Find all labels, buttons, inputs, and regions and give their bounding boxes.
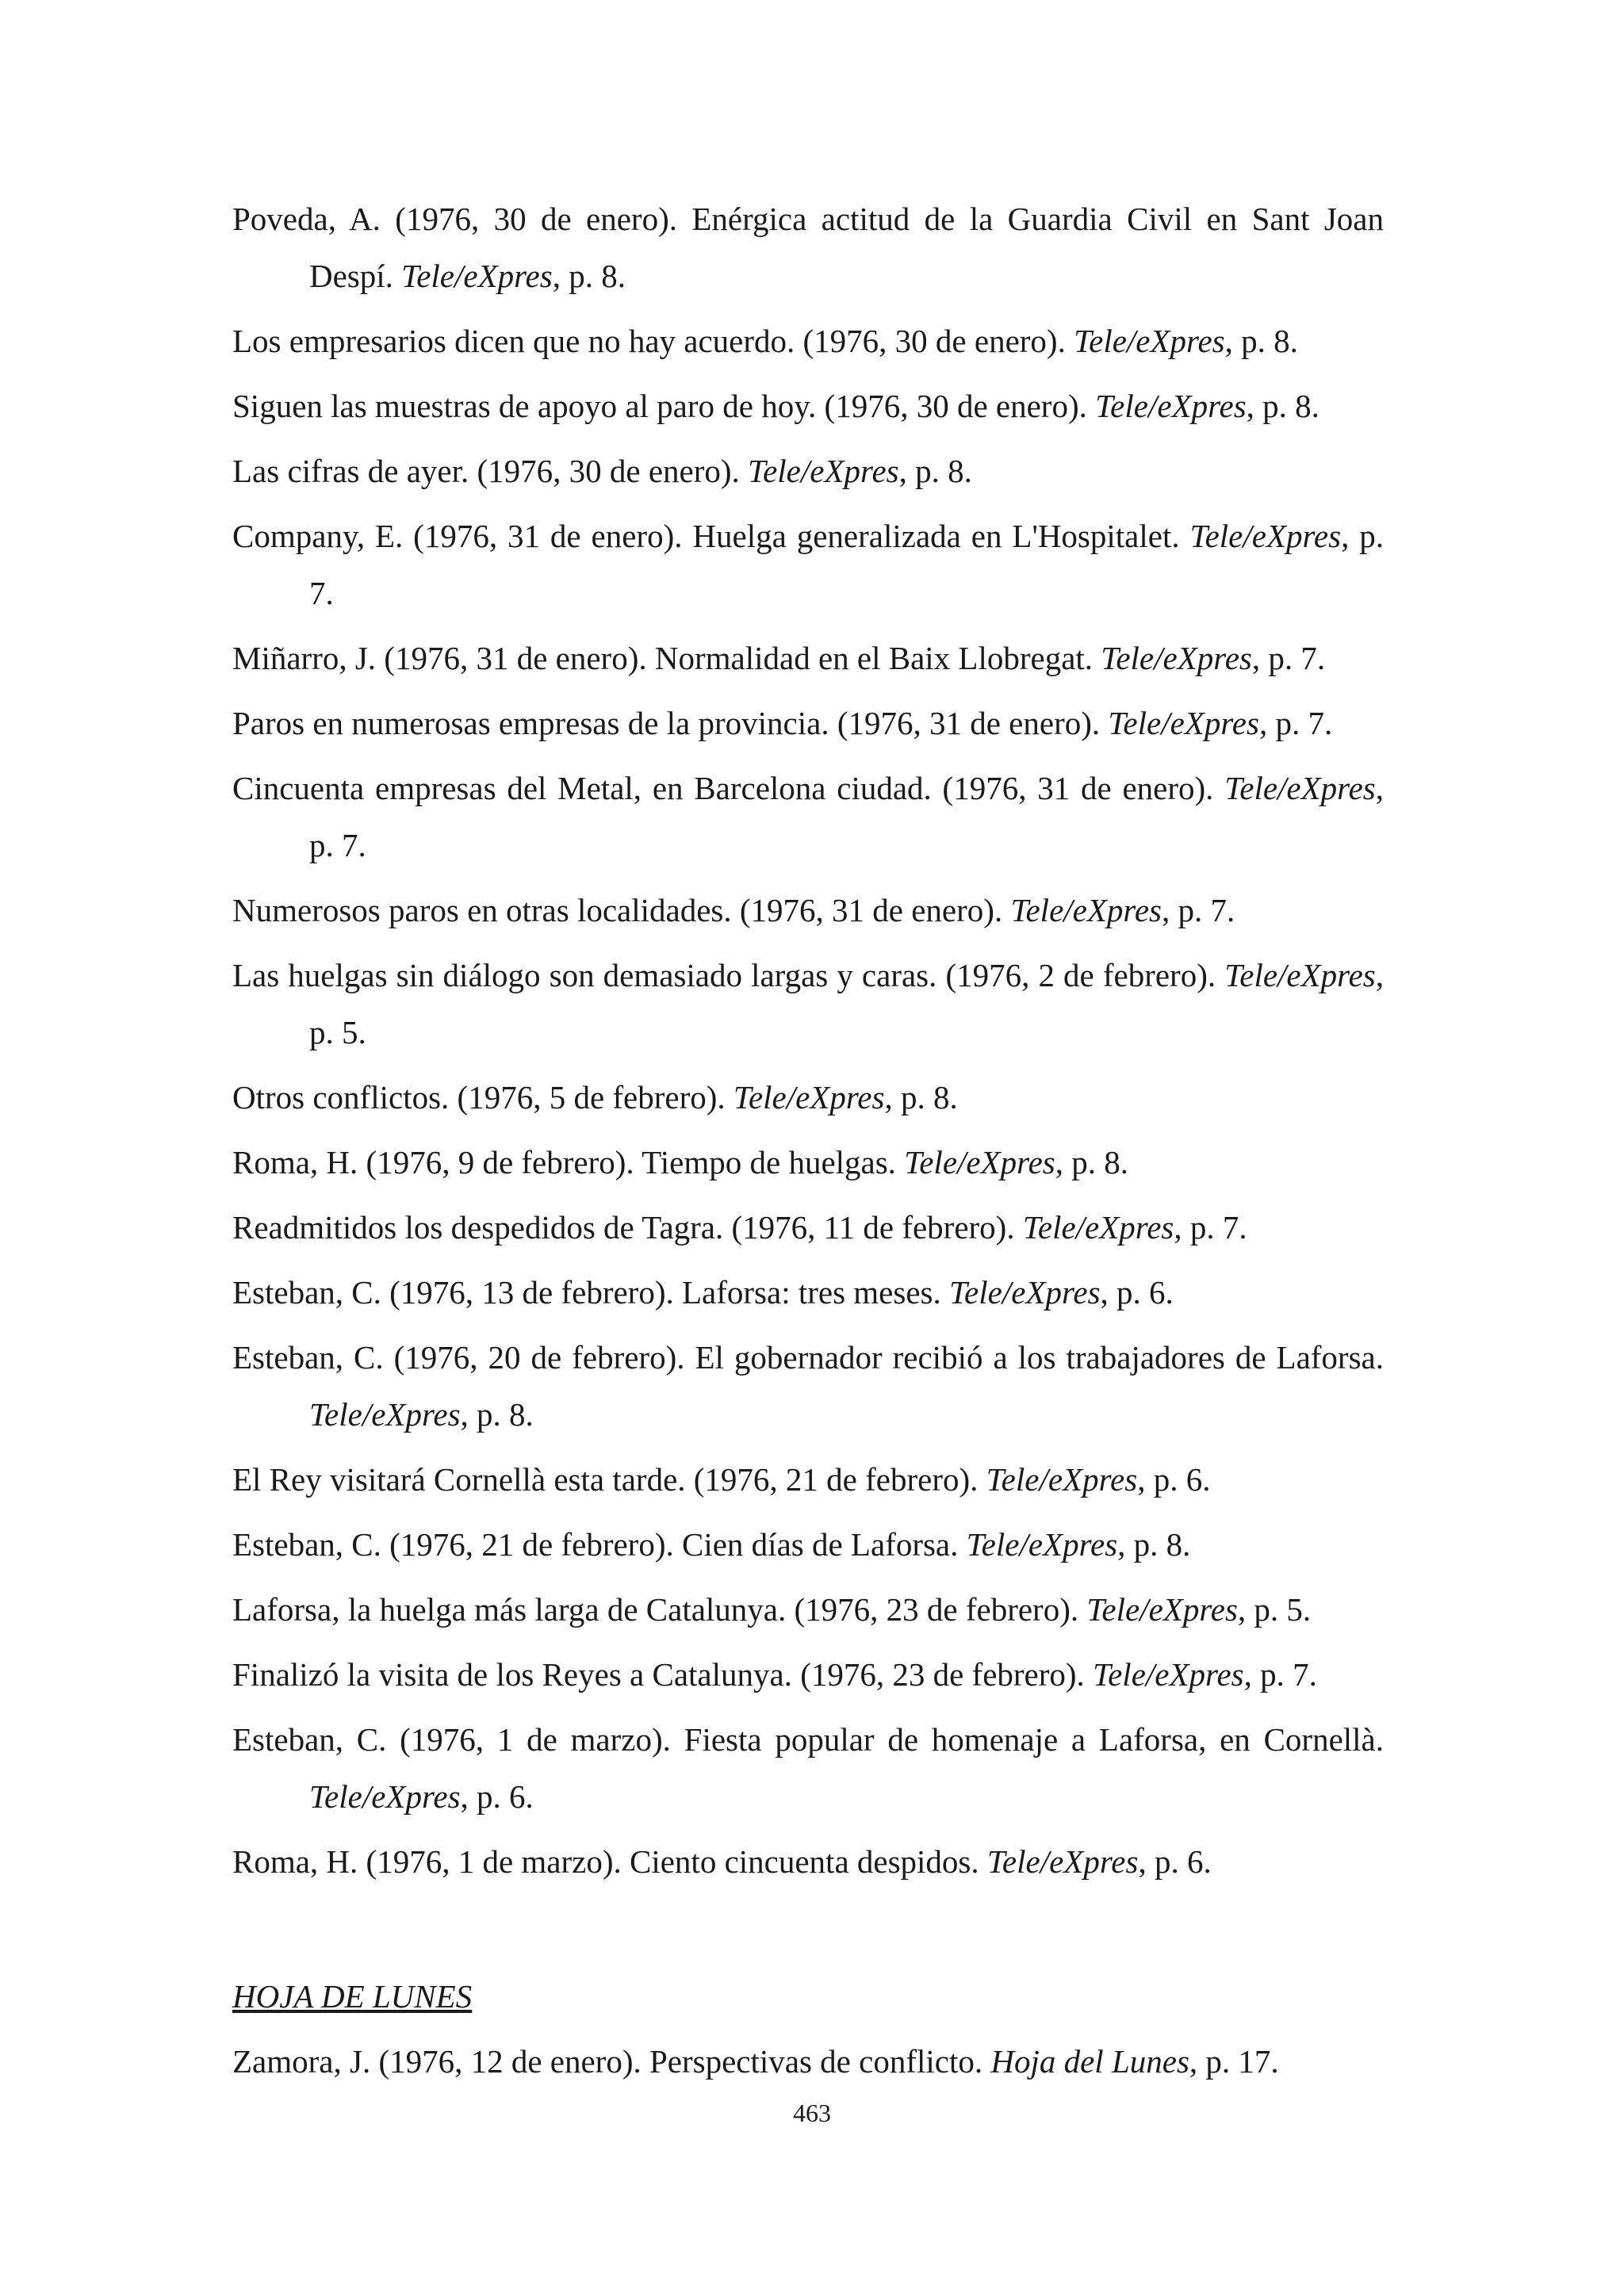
- reference-entry: Esteban, C. (1976, 1 de marzo). Fiesta popular de homenaje a Laforsa, en Cornellà. Tele/eXpres, p. 6.: [232, 1721, 1384, 1815]
- section-spacer: [232, 1898, 1384, 1968]
- reference-entry: Esteban, C. (1976, 21 de febrero). Cien días de Laforsa. Tele/eXpres, p. 8.: [232, 1526, 1191, 1563]
- reference-entry: Finalizó la visita de los Reyes a Catalunya. (1976, 23 de febrero). Tele/eXpres, p. 7.: [232, 1656, 1317, 1693]
- section-heading: HOJA DE LUNES: [232, 1978, 473, 2015]
- reference-entry: Readmitidos los despedidos de Tagra. (1976, 11 de febrero). Tele/eXpres, p. 7.: [232, 1209, 1247, 1246]
- reference-entry: Poveda, A. (1976, 30 de enero). Enérgica actitud de la Guardia Civil en Sant Joan Despí. Tele/eXpres, p. 8.: [232, 201, 1384, 294]
- reference-entry: Zamora, J. (1976, 12 de enero). Perspectivas de conflicto. Hoja del Lunes, p. 17.: [232, 2043, 1279, 2080]
- reference-entry: Company, E. (1976, 31 de enero). Huelga generalizada en L'Hospitalet. Tele/eXpres, p. 7.: [232, 518, 1385, 611]
- reference-entry: Siguen las muestras de apoyo al paro de hoy. (1976, 30 de enero). Tele/eXpres, p. 8.: [232, 388, 1320, 424]
- reference-entry: Las huelgas sin diálogo son demasiado largas y caras. (1976, 2 de febrero). Tele/eXpres, p. 5.: [232, 957, 1384, 1050]
- reference-entry: Laforsa, la huelga más larga de Catalunya. (1976, 23 de febrero). Tele/eXpres, p. 5.: [232, 1591, 1312, 1628]
- reference-list: [232, 190, 1384, 2098]
- reference-entry: Miñarro, J. (1976, 31 de enero). Normalidad en el Baix Llobregat. Tele/eXpres, p. 7.: [232, 640, 1326, 676]
- reference-entry: Otros conflictos. (1976, 5 de febrero). Tele/eXpres, p. 8.: [232, 1079, 958, 1115]
- reference-entry: Esteban, C. (1976, 20 de febrero). El gobernador recibió a los trabajadores de Laforsa. Tele/eXpres, p. 8.: [232, 1339, 1384, 1433]
- reference-entry: Roma, H. (1976, 1 de marzo). Ciento cincuenta despidos. Tele/eXpres, p. 6.: [232, 1843, 1212, 1880]
- reference-entry: Paros en numerosas empresas de la provincia. (1976, 31 de enero). Tele/eXpres, p. 7.: [232, 705, 1333, 741]
- reference-entry: Cincuenta empresas del Metal, en Barcelona ciudad. (1976, 31 de enero). Tele/eXpres, p. 7.: [232, 770, 1384, 863]
- reference-entry: Las cifras de ayer. (1976, 30 de enero). Tele/eXpres, p. 8.: [232, 453, 972, 489]
- reference-entry: Esteban, C. (1976, 13 de febrero). Laforsa: tres meses. Tele/eXpres, p. 6.: [232, 1274, 1174, 1311]
- reference-entry: Los empresarios dicen que no hay acuerdo. (1976, 30 de enero). Tele/eXpres, p. 8.: [232, 323, 1298, 359]
- reference-entry: El Rey visitará Cornellà esta tarde. (1976, 21 de febrero). Tele/eXpres, p. 6.: [232, 1461, 1211, 1498]
- reference-entry: Roma, H. (1976, 9 de febrero). Tiempo de huelgas. Tele/eXpres, p. 8.: [232, 1144, 1128, 1181]
- page-number: 463: [793, 2099, 831, 2127]
- reference-entry: Numerosos paros en otras localidades. (1976, 31 de enero). Tele/eXpres, p. 7.: [232, 892, 1235, 928]
